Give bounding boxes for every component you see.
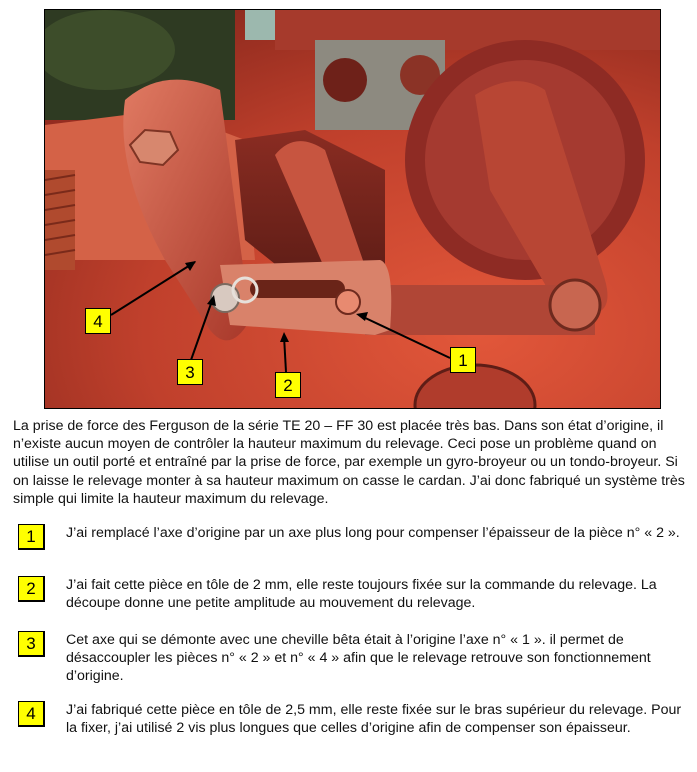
legend-badge-3: 3 bbox=[18, 631, 45, 657]
callout-label-4: 4 bbox=[85, 308, 111, 334]
legend-text-2: J’ai fait cette pièce en tôle de 2 mm, elle reste toujours fixée sur la commande du relevage. La découpe donne une petite amplitude au mouvement du relevage. bbox=[66, 577, 657, 612]
intro-paragraph: La prise de force des Ferguson de la série TE 20 – FF 30 est placée très bas. Dans son état d’origine, il n’existe aucun moyen de contrôler la hauteur maximum du relevage. Ceci pose un problème quand on utilise un outil porté et entraîné par la prise de force, par exemple un gyro-broyeur ou un tondo-broyeur. Si on laisse le relevage monter à sa hauteur maximum on casse le cardan. J’ai donc fabriqué un système très simple qui limite la hauteur maximum du relevage. bbox=[13, 418, 685, 507]
legend-badge-2: 2 bbox=[18, 576, 45, 602]
callout-label-2: 2 bbox=[275, 372, 301, 398]
legend-text-3: Cet axe qui se démonte avec une cheville bêta était à l’origine l’axe n° « 1 ». il permet de désaccoupler les pièces n° « 2 » et n° « 4 » afin que le relevage retrouve son fonctionnement d’origine. bbox=[66, 632, 651, 685]
callout-label-3: 3 bbox=[177, 359, 203, 385]
legend-text-4: J’ai fabriqué cette pièce en tôle de 2,5 mm, elle reste fixée sur le bras supérieur du relevage. Pour la fixer, j’ai utilisé 2 vis plus longues que celles d’origine afin de compenser son épaisseur. bbox=[66, 702, 682, 737]
legend-badge-4: 4 bbox=[18, 701, 45, 727]
legend-text-1: J’ai remplacé l’axe d’origine par un axe plus long pour compenser l’épaisseur de la pièce n° « 2 ». bbox=[66, 525, 680, 541]
callout-label-1: 1 bbox=[450, 347, 476, 373]
photo-illustration bbox=[45, 10, 661, 409]
tractor-linkage-photo bbox=[44, 9, 661, 409]
legend-badge-1: 1 bbox=[18, 524, 45, 550]
